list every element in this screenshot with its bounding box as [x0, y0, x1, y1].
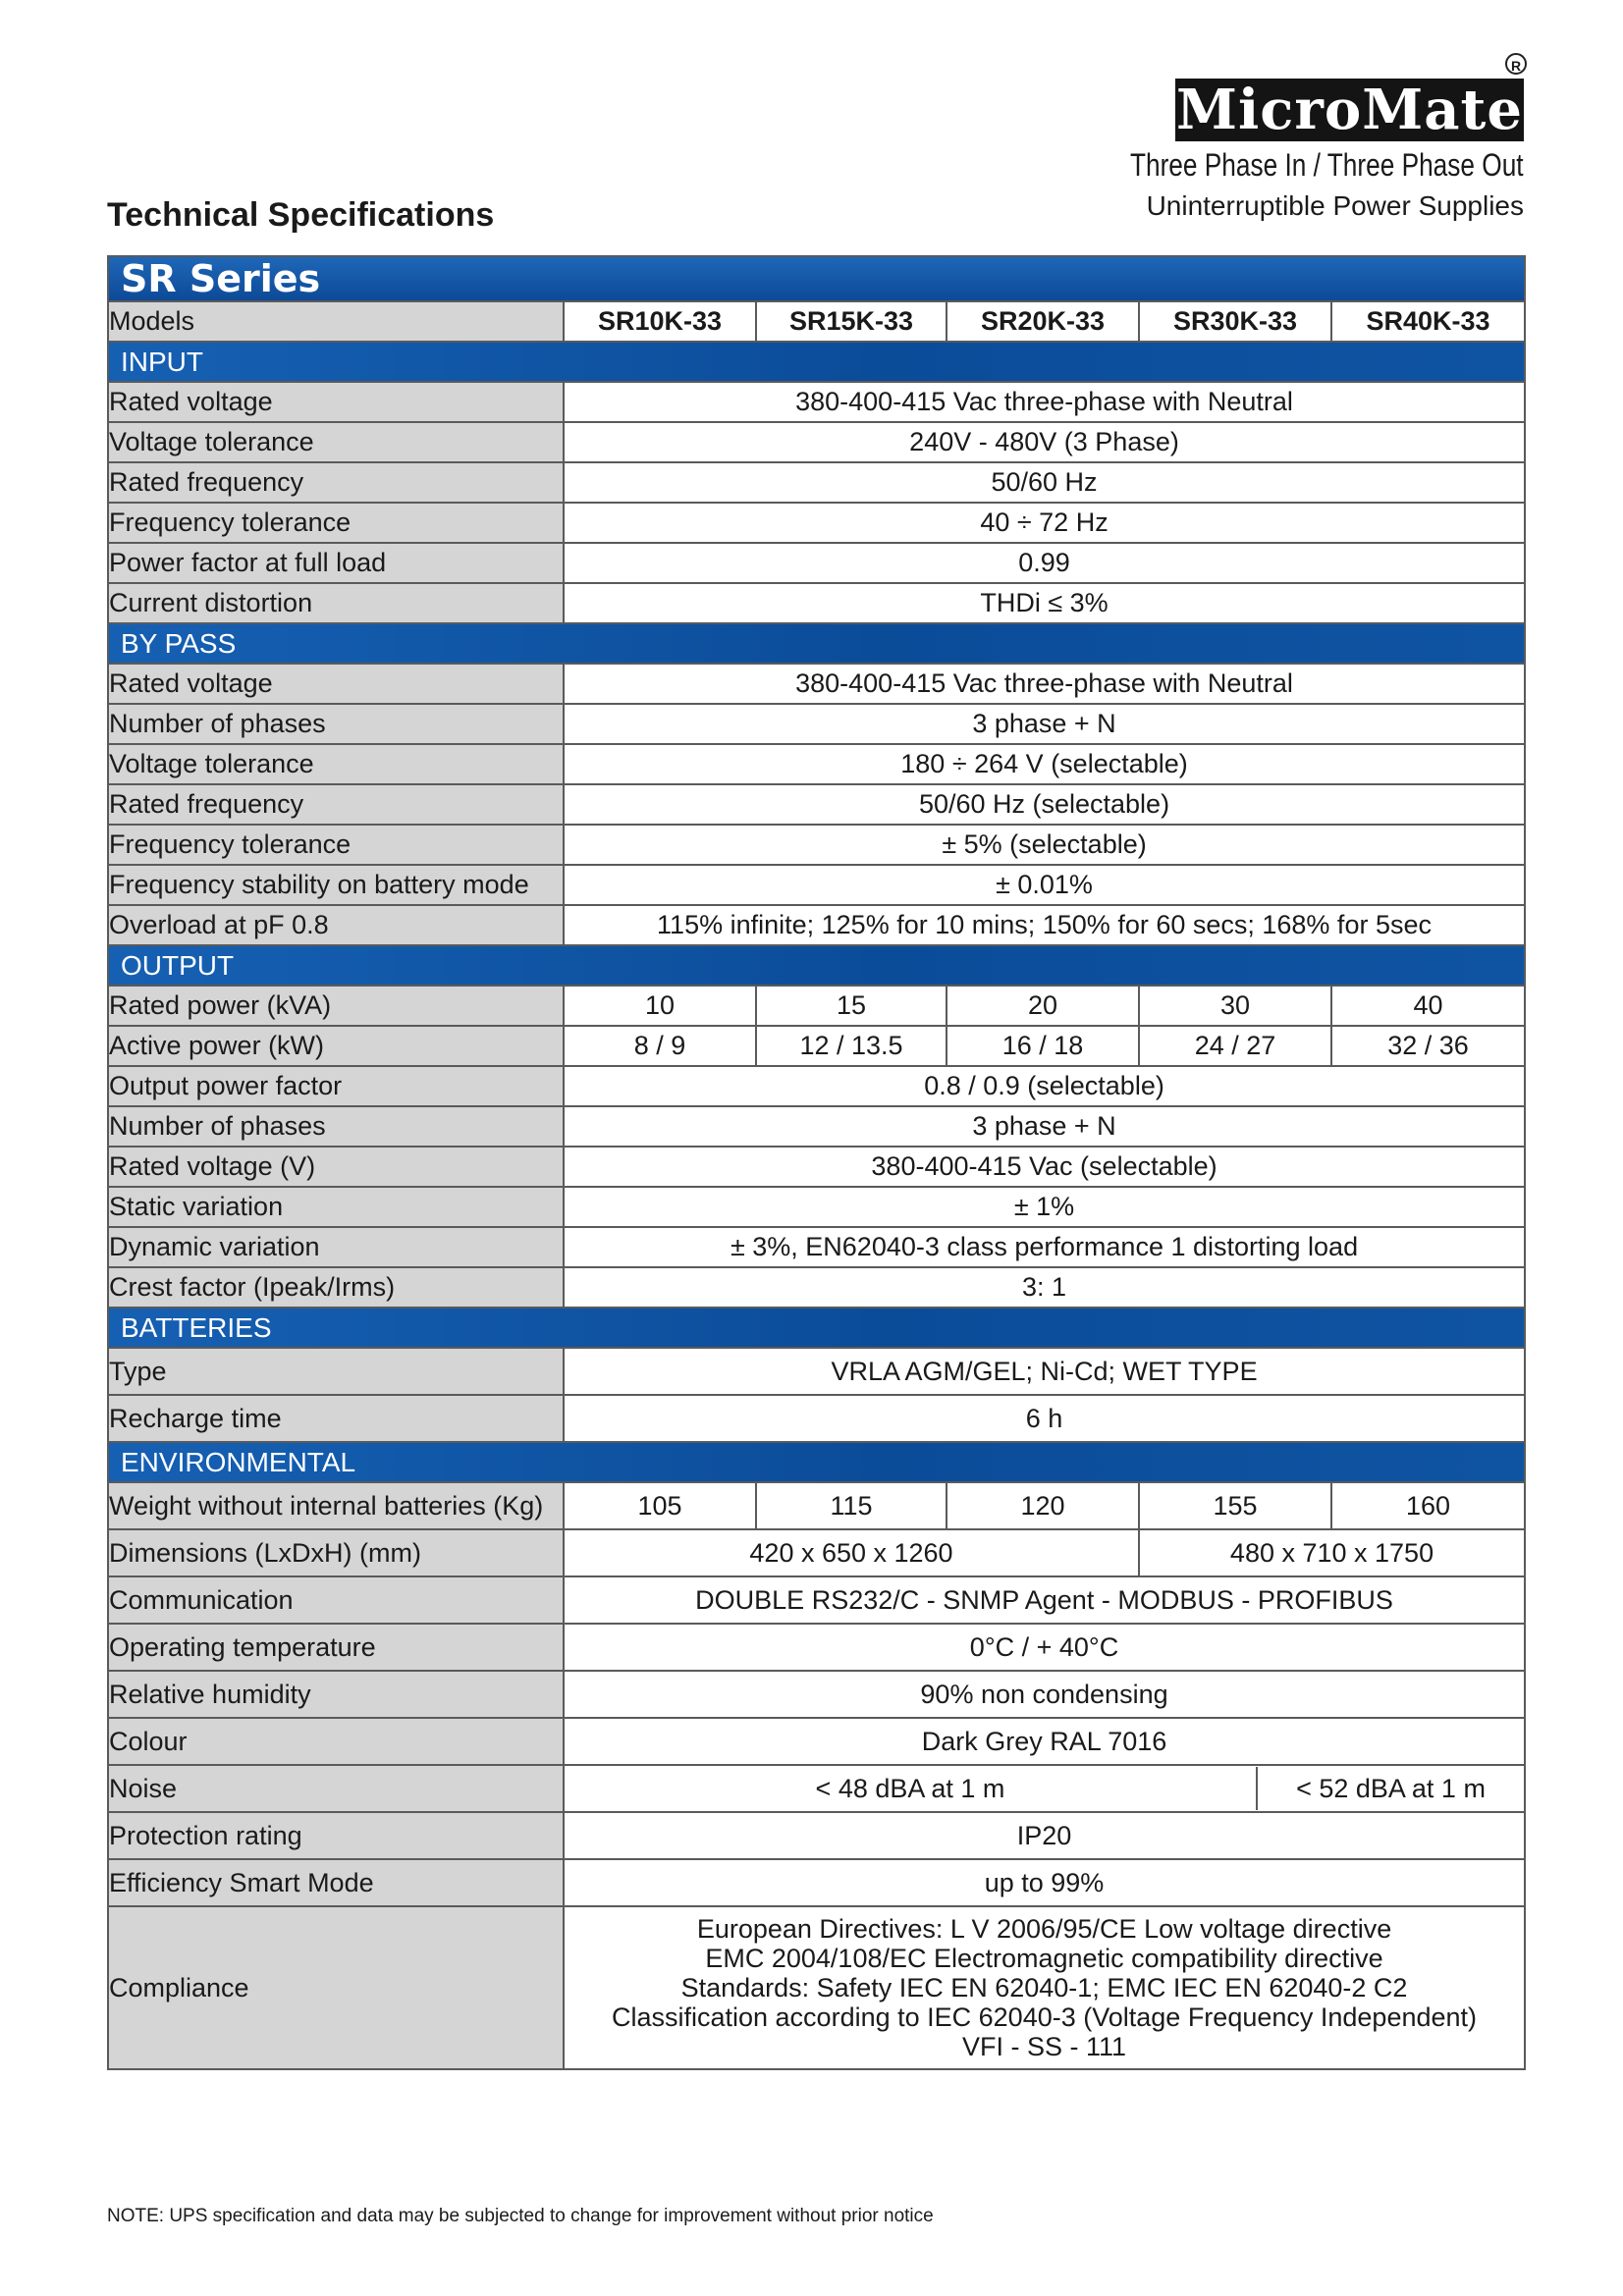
row-label: Efficiency Smart Mode [108, 1859, 564, 1906]
row-label: Rated frequency [108, 462, 564, 503]
registered-trademark-mark: R [1505, 53, 1527, 75]
noise-value-small: < 48 dBA at 1 m [565, 1767, 1258, 1810]
row-value: IP20 [564, 1812, 1525, 1859]
row-label: Type [108, 1348, 564, 1395]
table-row [108, 1147, 1525, 1187]
table-row [108, 1718, 1525, 1765]
section-header-row [108, 1442, 1525, 1482]
table-row [108, 1482, 1525, 1529]
row-value: 15 [756, 986, 947, 1026]
row-label: Crest factor (Ipeak/Irms) [108, 1267, 564, 1308]
section-header-row [108, 623, 1525, 664]
table-row [108, 1395, 1525, 1442]
row-value [564, 1765, 1525, 1812]
section-title: ENVIRONMENTAL [108, 1442, 1525, 1482]
section-title: OUTPUT [108, 945, 1525, 986]
row-value: 420 x 650 x 1260 [564, 1529, 1139, 1576]
section-title: BY PASS [108, 623, 1525, 664]
row-value: 155 [1139, 1482, 1331, 1529]
row-label: Number of phases [108, 1106, 564, 1147]
row-value: 50/60 Hz [564, 462, 1525, 503]
compliance-row [108, 1906, 1525, 2069]
table-row [108, 784, 1525, 825]
brand-tagline-product: Uninterruptible Power Supplies [1146, 190, 1524, 221]
compliance-line: European Directives: L V 2006/95/CE Low voltage directive [696, 1914, 1392, 1944]
row-value: 24 / 27 [1139, 1026, 1331, 1066]
row-label: Rated voltage (V) [108, 1147, 564, 1187]
row-value: 115 [756, 1482, 947, 1529]
compliance-line: Classification according to IEC 62040-3 (Voltage Frequency Independent) [611, 2002, 1478, 2032]
table-row [108, 1106, 1525, 1147]
row-label: Compliance [108, 1906, 564, 2069]
row-label: Frequency tolerance [108, 825, 564, 865]
row-label: Voltage tolerance [108, 744, 564, 784]
row-label: Models [108, 301, 564, 342]
row-label: Voltage tolerance [108, 422, 564, 462]
spec-table [107, 255, 1526, 2070]
model-name: SR20K-33 [947, 301, 1139, 342]
series-title: SR Series [108, 256, 1525, 301]
table-row [108, 1267, 1525, 1308]
row-label: Frequency tolerance [108, 503, 564, 543]
table-row [108, 1671, 1525, 1718]
table-row [108, 825, 1525, 865]
row-label: Number of phases [108, 704, 564, 744]
row-label: Protection rating [108, 1812, 564, 1859]
row-value: 6 h [564, 1395, 1525, 1442]
row-value: 380-400-415 Vac (selectable) [564, 1147, 1525, 1187]
table-row [108, 543, 1525, 583]
table-row [108, 1227, 1525, 1267]
table-row [108, 1812, 1525, 1859]
footnote: NOTE: UPS specification and data may be subjected to change for improvement without prior notice [107, 2206, 934, 2226]
section-title: INPUT [108, 342, 1525, 382]
row-value: 20 [947, 986, 1139, 1026]
row-value: 3 phase + N [564, 704, 1525, 744]
table-row [108, 382, 1525, 422]
table-row [108, 1066, 1525, 1106]
row-value: ± 5% (selectable) [564, 825, 1525, 865]
row-value: 105 [564, 1482, 756, 1529]
row-label: Dimensions (LxDxH) (mm) [108, 1529, 564, 1576]
row-value: 120 [947, 1482, 1139, 1529]
row-value: ± 1% [564, 1187, 1525, 1227]
table-row [108, 1765, 1525, 1812]
brand-tagline-phase: Three Phase In / Three Phase Out [1130, 147, 1524, 183]
table-row [108, 1187, 1525, 1227]
table-row [108, 664, 1525, 704]
row-value: ± 3%, EN62040-3 class performance 1 distorting load [564, 1227, 1525, 1267]
row-value: 0.8 / 0.9 (selectable) [564, 1066, 1525, 1106]
model-name: SR10K-33 [564, 301, 756, 342]
row-label: Weight without internal batteries (Kg) [108, 1482, 564, 1529]
table-row [108, 1624, 1525, 1671]
row-value: 480 x 710 x 1750 [1139, 1529, 1525, 1576]
model-name: SR40K-33 [1331, 301, 1525, 342]
compliance-line: Standards: Safety IEC EN 62040-1; EMC IEC EN 62040-2 C2 [680, 1973, 1408, 2002]
table-row [108, 1529, 1525, 1576]
section-header-row [108, 342, 1525, 382]
model-name: SR30K-33 [1139, 301, 1331, 342]
row-value: 3: 1 [564, 1267, 1525, 1308]
row-value: 0°C / + 40°C [564, 1624, 1525, 1671]
row-label: Output power factor [108, 1066, 564, 1106]
table-row [108, 1348, 1525, 1395]
row-value: 32 / 36 [1331, 1026, 1525, 1066]
table-row [108, 1026, 1525, 1066]
table-row [108, 422, 1525, 462]
table-row [108, 986, 1525, 1026]
row-label: Overload at pF 0.8 [108, 905, 564, 945]
table-row [108, 905, 1525, 945]
brand-logo: MicroMate [1176, 78, 1523, 142]
section-title: BATTERIES [108, 1308, 1525, 1348]
row-label: Relative humidity [108, 1671, 564, 1718]
row-label: Colour [108, 1718, 564, 1765]
row-label: Frequency stability on battery mode [108, 865, 564, 905]
row-label: Power factor at full load [108, 543, 564, 583]
row-value: 240V - 480V (3 Phase) [564, 422, 1525, 462]
row-value: 180 ÷ 264 V (selectable) [564, 744, 1525, 784]
row-value: 380-400-415 Vac three-phase with Neutral [564, 382, 1525, 422]
row-value: THDi ≤ 3% [564, 583, 1525, 623]
table-row [108, 1859, 1525, 1906]
row-value: 12 / 13.5 [756, 1026, 947, 1066]
models-row [108, 301, 1525, 342]
row-value: 40 ÷ 72 Hz [564, 503, 1525, 543]
row-value: 16 / 18 [947, 1026, 1139, 1066]
compliance-value [564, 1906, 1525, 2069]
table-row [108, 704, 1525, 744]
row-value: VRLA AGM/GEL; Ni-Cd; WET TYPE [564, 1348, 1525, 1395]
table-row [108, 1576, 1525, 1624]
row-label: Rated voltage [108, 664, 564, 704]
row-value: 0.99 [564, 543, 1525, 583]
table-row [108, 503, 1525, 543]
row-value: 160 [1331, 1482, 1525, 1529]
row-value: DOUBLE RS232/C - SNMP Agent - MODBUS - PROFIBUS [564, 1576, 1525, 1624]
row-label: Recharge time [108, 1395, 564, 1442]
row-label: Dynamic variation [108, 1227, 564, 1267]
row-value: 50/60 Hz (selectable) [564, 784, 1525, 825]
noise-value-large: < 52 dBA at 1 m [1296, 1773, 1486, 1803]
row-label: Noise [108, 1765, 564, 1812]
row-value: ± 0.01% [564, 865, 1525, 905]
row-value: 380-400-415 Vac three-phase with Neutral [564, 664, 1525, 704]
table-row [108, 744, 1525, 784]
row-value: 3 phase + N [564, 1106, 1525, 1147]
model-name: SR15K-33 [756, 301, 947, 342]
compliance-line: VFI - SS - 111 [961, 2032, 1127, 2061]
row-value: 40 [1331, 986, 1525, 1026]
row-label: Communication [108, 1576, 564, 1624]
row-value: up to 99% [564, 1859, 1525, 1906]
section-header-row [108, 1308, 1525, 1348]
row-value: 90% non condensing [564, 1671, 1525, 1718]
section-header-row [108, 945, 1525, 986]
row-label: Active power (kW) [108, 1026, 564, 1066]
row-label: Operating temperature [108, 1624, 564, 1671]
row-label: Rated voltage [108, 382, 564, 422]
row-value: 115% infinite; 125% for 10 mins; 150% for 60 secs; 168% for 5sec [564, 905, 1525, 945]
page-title: Technical Specifications [107, 196, 495, 234]
table-row [108, 583, 1525, 623]
table-row [108, 462, 1525, 503]
row-label: Rated frequency [108, 784, 564, 825]
table-row [108, 865, 1525, 905]
row-value: 8 / 9 [564, 1026, 756, 1066]
compliance-line: EMC 2004/108/EC Electromagnetic compatibility directive [705, 1944, 1383, 1973]
row-value: 10 [564, 986, 756, 1026]
row-label: Static variation [108, 1187, 564, 1227]
row-label: Current distortion [108, 583, 564, 623]
row-value: Dark Grey RAL 7016 [564, 1718, 1525, 1765]
row-value: 30 [1139, 986, 1331, 1026]
row-label: Rated power (kVA) [108, 986, 564, 1026]
series-title-row [108, 256, 1525, 301]
